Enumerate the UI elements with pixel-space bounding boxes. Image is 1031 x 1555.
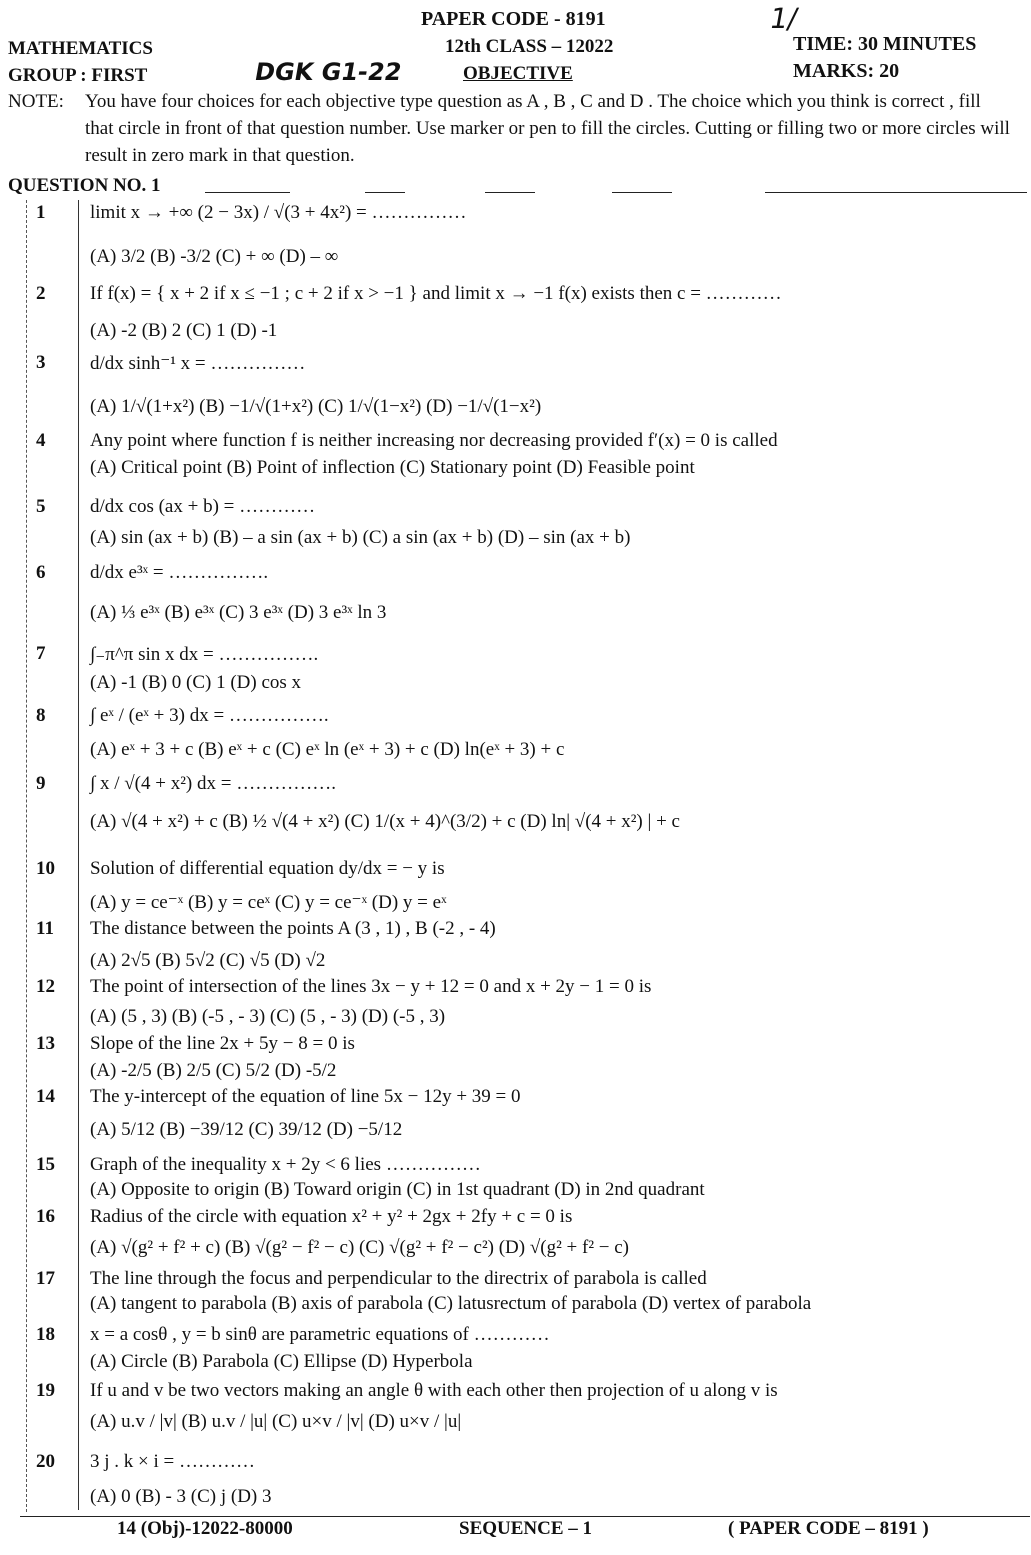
bottom-divider	[20, 1516, 1030, 1517]
question-number: 7	[36, 643, 46, 664]
corner-mark: 1/	[767, 2, 801, 35]
question-heading: QUESTION NO. 1	[8, 175, 161, 196]
question-options: (A) Critical point (B) Point of inflection (C) Stationary point (D) Feasible point	[90, 457, 695, 478]
marks: MARKS: 20	[793, 60, 900, 82]
question-options: (A) 2√5 (B) 5√2 (C) √5 (D) √2	[90, 950, 326, 971]
question-column-line	[78, 200, 79, 1510]
subject: MATHEMATICS	[8, 38, 153, 59]
question-stem: The point of intersection of the lines 3x − y + 12 = 0 and x + 2y − 1 = 0 is	[90, 976, 652, 997]
question-number: 3	[36, 352, 46, 373]
question-stem: limit x → +∞ (2 − 3x) / √(3 + 4x²) = ……………	[90, 202, 467, 223]
question-stem: ∫ x / √(4 + x²) dx = …………….	[90, 773, 336, 794]
question-options: (A) tangent to parabola (B) axis of parabola (C) latusrectum of parabola (D) vertex of parabola	[90, 1293, 812, 1314]
footer-paper-code: ( PAPER CODE – 8191 )	[728, 1518, 929, 1539]
question-stem: The line through the focus and perpendicular to the directrix of parabola is called	[90, 1268, 707, 1289]
question-stem: Solution of differential equation dy/dx = − y is	[90, 858, 445, 879]
class-line: 12th CLASS – 12022	[445, 36, 614, 57]
question-options: (A) -1 (B) 0 (C) 1 (D) cos x	[90, 672, 302, 693]
paper-code: PAPER CODE - 8191	[421, 8, 606, 30]
question-options: (A) 1/√(1+x²) (B) −1/√(1+x²) (C) 1/√(1−x²) (D) −1/√(1−x²)	[90, 396, 542, 417]
question-stem: Radius of the circle with equation x² + y² + 2gx + 2fy + c = 0 is	[90, 1206, 573, 1227]
question-options: (A) u.v / |v| (B) u.v / |u| (C) u×v / |v| (D) u×v / |u|	[90, 1411, 462, 1432]
question-number: 18	[36, 1324, 55, 1345]
question-number: 8	[36, 705, 46, 726]
question-number: 5	[36, 496, 46, 517]
time: TIME: 30 MINUTES	[793, 33, 977, 55]
question-stem: ∫₋π^π sin x dx = …………….	[90, 644, 319, 665]
question-stem: The y-intercept of the equation of line 5x − 12y + 39 = 0	[90, 1086, 521, 1107]
divider	[365, 192, 405, 193]
question-number: 6	[36, 562, 46, 583]
question-options: (A) 5/12 (B) −39/12 (C) 39/12 (D) −5/12	[90, 1119, 403, 1140]
question-options: (A) y = ce⁻ˣ (B) y = ceˣ (C) y = ce⁻ˣ (D) y = eˣ	[90, 892, 447, 913]
question-number: 9	[36, 773, 46, 794]
question-number: 14	[36, 1086, 55, 1107]
question-number: 10	[36, 858, 55, 879]
footer-code: 14 (Obj)-12022-80000	[117, 1518, 293, 1539]
divider	[612, 192, 672, 193]
handwritten-code: DGK G1-22	[252, 58, 404, 86]
question-stem: d/dx e³ˣ = …………….	[90, 562, 269, 583]
question-options: (A) 3/2 (B) -3/2 (C) + ∞ (D) – ∞	[90, 246, 339, 267]
paper-type: OBJECTIVE	[463, 63, 573, 84]
question-options: (A) Opposite to origin (B) Toward origin (C) in 1st quadrant (D) in 2nd quadrant	[90, 1179, 705, 1200]
question-options: (A) 0 (B) - 3 (C) j (D) 3	[90, 1486, 272, 1507]
divider	[765, 192, 1027, 193]
question-options: (A) sin (ax + b) (B) – a sin (ax + b) (C) a sin (ax + b) (D) – sin (ax + b)	[90, 527, 631, 548]
question-number: 12	[36, 976, 55, 997]
question-options: (A) √(4 + x²) + c (B) ½ √(4 + x²) (C) 1/(x + 4)^(3/2) + c (D) ln| √(4 + x²) | + c	[90, 811, 680, 832]
question-options: (A) ⅓ e³ˣ (B) e³ˣ (C) 3 e³ˣ (D) 3 e³ˣ ln 3	[90, 602, 387, 623]
question-number: 17	[36, 1268, 55, 1289]
question-stem: d/dx cos (ax + b) = …………	[90, 496, 316, 517]
group: GROUP : FIRST	[8, 65, 148, 86]
divider	[485, 192, 535, 193]
question-options: (A) √(g² + f² + c) (B) √(g² − f² − c) (C) √(g² + f² − c²) (D) √(g² + f² − c)	[90, 1237, 630, 1258]
question-number: 4	[36, 430, 46, 451]
question-stem: If f(x) = { x + 2 if x ≤ −1 ; c + 2 if x > −1 } and limit x → −1 f(x) exists then c = …………	[90, 283, 782, 304]
note-text: You have four choices for each objective type question as A , B , C and D . The choice which you think is correct , fill that circle in front of that question number. Use marker or pen to fill the circles. Cutting or filling two or more circles will result in zero mark in that question.	[85, 91, 1010, 166]
question-options: (A) -2/5 (B) 2/5 (C) 5/2 (D) -5/2	[90, 1060, 337, 1081]
question-number: 20	[36, 1451, 55, 1472]
question-stem: Graph of the inequality x + 2y < 6 lies ……………	[90, 1154, 481, 1175]
divider	[205, 192, 290, 193]
question-stem: Any point where function f is neither increasing nor decreasing provided f′(x) = 0 is called	[90, 430, 778, 451]
question-stem: Slope of the line 2x + 5y − 8 = 0 is	[90, 1033, 355, 1054]
question-options: (A) -2 (B) 2 (C) 1 (D) -1	[90, 320, 278, 341]
question-number: 16	[36, 1206, 55, 1227]
question-options: (A) (5 , 3) (B) (-5 , - 3) (C) (5 , - 3) (D) (-5 , 3)	[90, 1006, 446, 1027]
question-stem: ∫ eˣ / (eˣ + 3) dx = …………….	[90, 705, 329, 726]
question-options: (A) eˣ + 3 + c (B) eˣ + c (C) eˣ ln (eˣ + 3) + c (D) ln(eˣ + 3) + c	[90, 739, 565, 760]
question-number: 1	[36, 202, 46, 223]
question-number: 11	[36, 918, 54, 939]
note-label: NOTE:	[8, 91, 64, 112]
question-stem: 3 j . k × i = …………	[90, 1451, 255, 1472]
question-stem: If u and v be two vectors making an angle θ with each other then projection of u along v is	[90, 1380, 778, 1401]
left-border-line	[26, 200, 27, 1512]
question-number: 15	[36, 1154, 55, 1175]
question-stem: x = a cosθ , y = b sinθ are parametric equations of …………	[90, 1324, 550, 1345]
question-number: 13	[36, 1033, 55, 1054]
question-options: (A) Circle (B) Parabola (C) Ellipse (D) Hyperbola	[90, 1351, 473, 1372]
question-stem: d/dx sinh⁻¹ x = ……………	[90, 353, 306, 374]
question-number: 2	[36, 283, 46, 304]
footer-sequence: SEQUENCE – 1	[459, 1518, 593, 1539]
question-stem: The distance between the points A (3 , 1) , B (-2 , - 4)	[90, 918, 496, 939]
question-number: 19	[36, 1380, 55, 1401]
